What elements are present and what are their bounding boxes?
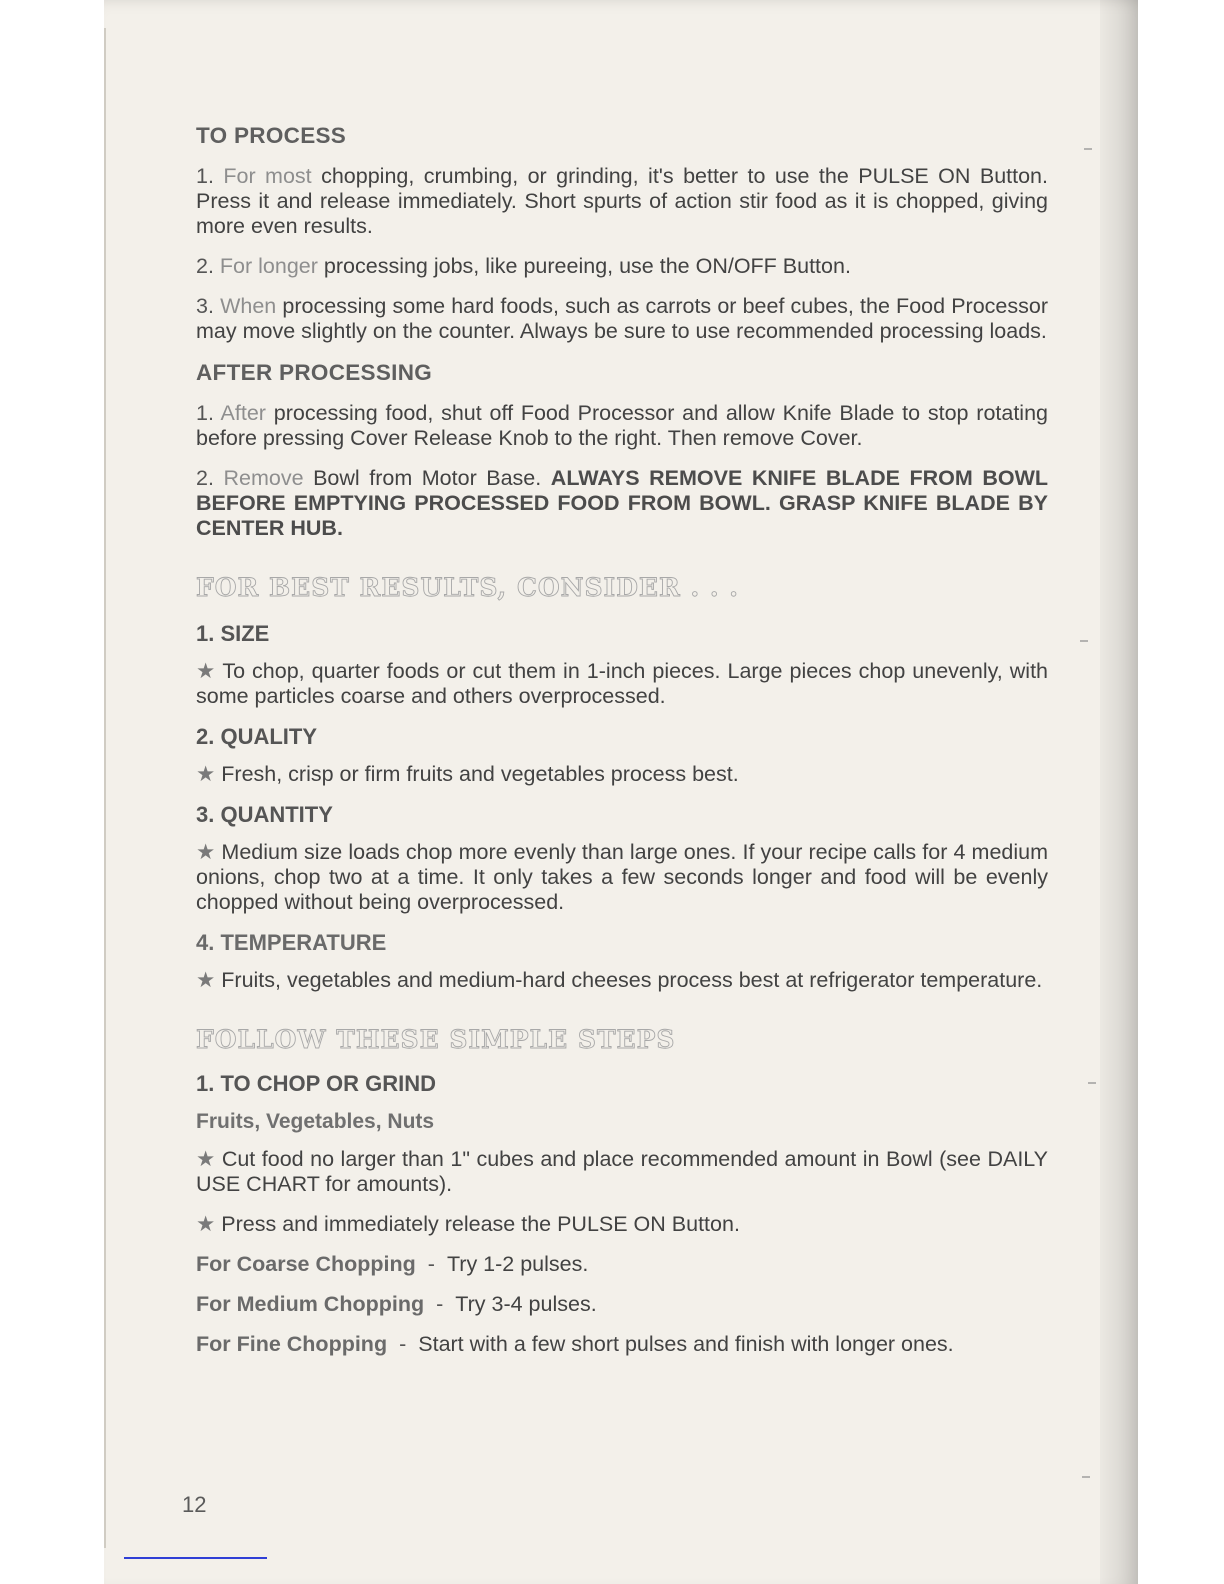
quantity-title: 3. QUANTITY [196,802,333,827]
knife-blade-warning: ALWAYS REMOVE KNIFE BLADE FROM BOWL BEFORE EMPTYING PROCESSED FOOD FROM BOWL. GRASP KNIFE BLADE BY CENTER HUB. [196,466,1048,540]
quality-title: 2. QUALITY [196,724,318,749]
star-icon: ★ [196,659,217,683]
to-process-heading: TO PROCESS [196,123,347,148]
quality-text: ★ Fresh, crisp or firm fruits and vegetables process best. [196,762,739,786]
page-number: 12 [182,1492,207,1517]
best-results-heading: FOR BEST RESULTS, CONSIDER . . . [196,573,739,602]
star-icon: ★ [196,1212,216,1236]
chop-grind-title: 1. TO CHOP OR GRIND [196,1071,437,1096]
chop-bullet-1: ★ Cut food no larger than 1" cubes and place recommended amount in Bowl (see DAILY USE CHART for amounts). [196,1147,1048,1196]
temperature-title: 4. TEMPERATURE [196,930,387,955]
edge-mark [1082,1476,1090,1478]
quantity-text: ★ Medium size loads chop more evenly than large ones. If your recipe calls for 4 medium onions, chop two at a time. It only takes a few seconds longer and food will be evenly chopped without being overprocessed. [196,840,1049,914]
fine-chopping-row: For Fine Chopping - Start with a few short pulses and finish with longer ones. [196,1332,954,1356]
edge-mark [1080,640,1088,642]
page-content [196,122,1048,1372]
page-edge-shadow [1100,0,1138,1584]
after-processing-item-1: 1. After processing food, shut off Food Processor and allow Knife Blade to stop rotating before pressing Cover Release Knob to the right. Then remove Cover. [196,401,1048,450]
fruits-vegetables-nuts-subhead: Fruits, Vegetables, Nuts [196,1110,435,1133]
to-process-item-3: 3. When processing some hard foods, such as carrots or beef cubes, the Food Processor may move slightly on the counter. Always be sure to use recommended processing loads. [196,294,1048,343]
page-left-edge [104,28,106,1548]
chop-bullet-2: ★ Press and immediately release the PULSE ON Button. [196,1212,740,1236]
simple-steps-heading: FOLLOW THESE SIMPLE STEPS [196,1025,676,1054]
medium-chopping-row: For Medium Chopping - Try 3-4 pulses. [196,1292,597,1316]
to-process-item-2: 2. For longer processing jobs, like pureeing, use the ON/OFF Button. [196,254,851,278]
coarse-chopping-row: For Coarse Chopping - Try 1-2 pulses. [196,1252,589,1276]
star-icon: ★ [196,762,216,786]
edge-mark [1084,148,1092,150]
size-text: ★ To chop, quarter foods or cut them in 1-inch pieces. Large pieces chop unevenly, with some particles coarse and others overprocessed. [196,659,1049,708]
temperature-text: ★ Fruits, vegetables and medium-hard cheeses process best at refrigerator temperature. [196,968,1043,992]
edge-mark [1088,1082,1096,1084]
page-underline [124,1557,267,1559]
star-icon: ★ [196,1147,216,1171]
after-processing-item-2: 2. Remove Bowl from Motor Base. ALWAYS REMOVE KNIFE BLADE FROM BOWL BEFORE EMPTYING PROCESSED FOOD FROM BOWL. GRASP KNIFE BLADE BY CENTER HUB. [196,466,1048,540]
to-process-item-1: 1. For most chopping, crumbing, or grinding, it's better to use the PULSE ON Button. Press it and release immediately. Short spurts of action stir food as it is chopped, giving more even results. [196,164,1048,238]
star-icon: ★ [196,968,216,992]
after-processing-heading: AFTER PROCESSING [196,360,433,385]
star-icon: ★ [196,840,216,864]
size-title: 1. SIZE [196,621,270,646]
